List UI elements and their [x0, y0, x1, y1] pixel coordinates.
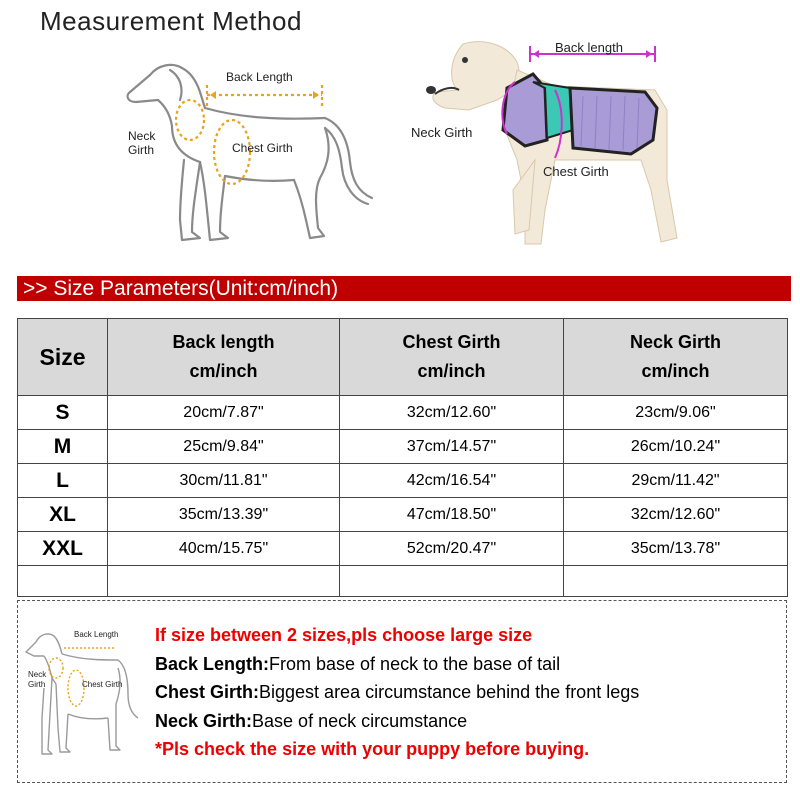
neck-girth-cell: 26cm/10.24": [564, 430, 788, 464]
empty-cell: [108, 566, 340, 597]
table-header-row: [18, 319, 788, 396]
size-cell: XXL: [18, 532, 108, 566]
empty-cell: [18, 566, 108, 597]
table-row: [18, 396, 788, 430]
table-row-empty: [18, 566, 788, 597]
measurement-diagram-small: [22, 618, 142, 768]
size-cell: XL: [18, 498, 108, 532]
table-row: [18, 464, 788, 498]
notes-text: [155, 621, 639, 764]
neck-girth-cell: 35cm/13.78": [564, 532, 788, 566]
chest-girth-cell: 47cm/18.50": [340, 498, 564, 532]
neck-girth-cell: 29cm/11.42": [564, 464, 788, 498]
table-row: [18, 430, 788, 464]
dog-with-coat-icon: [405, 30, 735, 260]
back-length-cell: 35cm/13.39": [108, 498, 340, 532]
size-cell: S: [18, 396, 108, 430]
label-back-length-small: Back Length: [74, 630, 119, 639]
note-warning: *Pls check the size with your puppy before buying.: [155, 739, 590, 759]
chest-girth-cell: 42cm/16.54": [340, 464, 564, 498]
empty-cell: [564, 566, 788, 597]
header-size: Size: [18, 319, 108, 396]
note-size-tip: If size between 2 sizes,pls choose large size: [155, 625, 533, 645]
size-parameters-banner: >> Size Parameters(Unit:cm/inch): [17, 276, 791, 301]
dog-outline-small-icon: [22, 618, 142, 768]
neck-girth-cell: 32cm/12.60": [564, 498, 788, 532]
note-back-length: Back Length:From base of neck to the base of tail: [155, 653, 561, 674]
measurement-diagram-photo: [405, 30, 735, 260]
chest-girth-cell: 32cm/12.60": [340, 396, 564, 430]
label-neck: Neck: [128, 129, 156, 143]
label-chest-girth: Chest Girth: [232, 141, 293, 155]
label-girth-small: Girth: [28, 680, 46, 689]
back-length-cell: 40cm/15.75": [108, 532, 340, 566]
header-chest-girth: Chest Girth cm/inch: [340, 319, 564, 396]
neck-girth-cell: 23cm/9.06": [564, 396, 788, 430]
chest-girth-cell: 37cm/14.57": [340, 430, 564, 464]
size-cell: M: [18, 430, 108, 464]
label-back-length: Back Length: [226, 70, 293, 84]
size-cell: L: [18, 464, 108, 498]
label-chest-girth-small: Chest Girth: [82, 680, 123, 689]
header-back-length: Back length cm/inch: [108, 319, 340, 396]
header-neck-girth: Neck Girth cm/inch: [564, 319, 788, 396]
back-length-cell: 25cm/9.84": [108, 430, 340, 464]
page-title: Measurement Method: [40, 6, 302, 36]
note-neck-girth: Neck Girth:Base of neck circumstance: [155, 710, 468, 731]
size-table: [17, 318, 788, 597]
label-back-length-photo: Back length: [555, 40, 623, 55]
label-girth: Girth: [128, 143, 155, 157]
note-chest-girth: Chest Girth:Biggest area circumstance behind the front legs: [155, 682, 640, 702]
measurement-diagram-outline: [110, 40, 400, 270]
label-neck-small: Neck: [28, 670, 47, 679]
chest-girth-cell: 52cm/20.47": [340, 532, 564, 566]
back-length-cell: 30cm/11.81": [108, 464, 340, 498]
empty-cell: [340, 566, 564, 597]
label-neck-girth-photo: Neck Girth: [411, 125, 473, 140]
label-chest-girth-photo: Chest Girth: [543, 164, 609, 179]
table-row: [18, 532, 788, 566]
back-length-cell: 20cm/7.87": [108, 396, 340, 430]
table-row: [18, 498, 788, 532]
